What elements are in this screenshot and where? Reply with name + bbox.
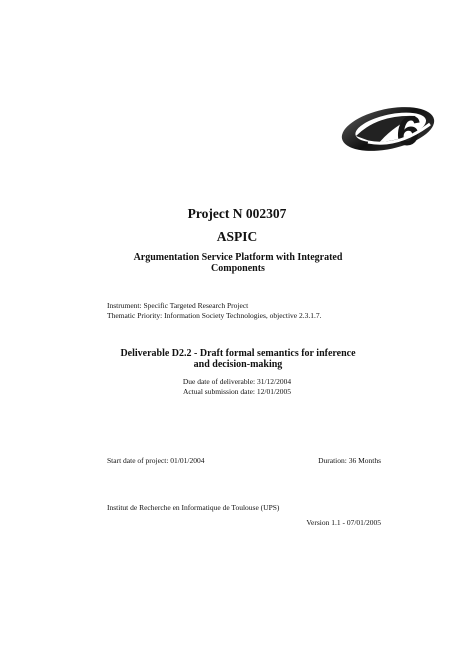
project-number-title: Project N 002307: [187, 206, 287, 221]
thematic-priority-line: Thematic Priority: Information Society Technologies, objective 2.3.1.7.: [107, 311, 322, 320]
version-line: Version 1.1 - 07/01/2005: [306, 518, 381, 527]
deliverable-title: Deliverable D2.2 - Draft formal semantics for inference and decision-making: [120, 348, 356, 370]
submission-date-line: Actual submission date: 12/01/2005: [182, 387, 292, 396]
due-date-line: Due date of deliverable: 31/12/2004: [182, 377, 292, 386]
institution-name: Institut de Recherche en Informatique de Toulouse (UPS): [107, 503, 280, 512]
fp6-logo-icon: [338, 104, 438, 154]
instrument-line: Instrument: Specific Targeted Research Project: [107, 301, 249, 310]
project-start-date: Start date of project: 01/01/2004: [107, 456, 205, 465]
project-full-name: Argumentation Service Platform with Integrated Components: [133, 252, 343, 274]
project-duration: Duration: 36 Months: [318, 456, 381, 465]
project-acronym: ASPIC: [216, 229, 258, 244]
svg-text:6: 6: [396, 107, 420, 154]
